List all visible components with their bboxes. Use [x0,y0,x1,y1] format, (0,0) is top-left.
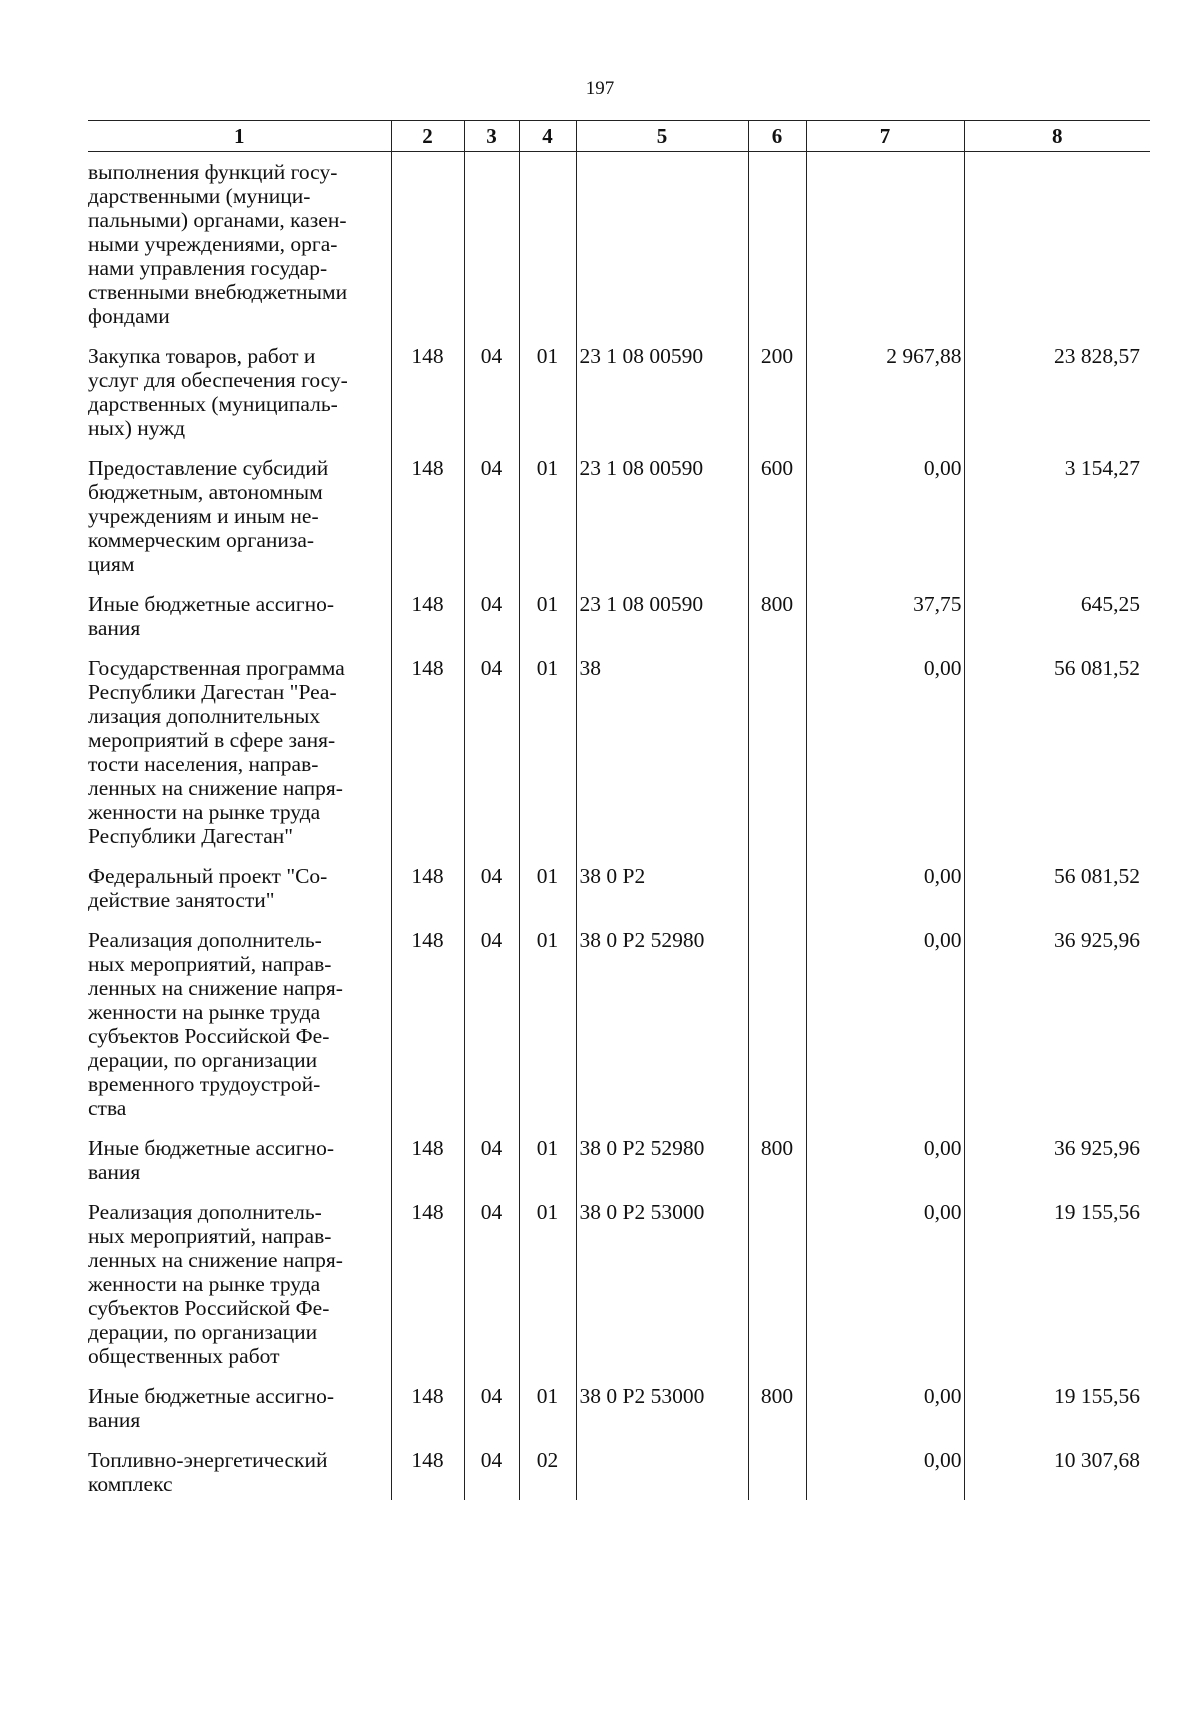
row-amount-col8: 3 154,27 [964,456,1150,592]
row-amount-col8: 36 925,96 [964,928,1150,1136]
row-expense-type [748,864,806,928]
table-row [88,1200,1150,1384]
column-header-6: 6 [748,121,806,152]
row-amount-col8: 56 081,52 [964,656,1150,864]
table-row [88,928,1150,1136]
row-name: Реализация дополнитель- ных мероприятий, направ- ленных на снижение напря- женности на рынке труда субъектов Российской Фе- дерации, по организации общественных работ [88,1200,343,1368]
row-subsection-code: 01 [519,344,576,456]
column-header-4: 4 [519,121,576,152]
row-name: Государственная программа Республики Дагестан "Реа- лизация дополнительных мероприятий в сфере заня- тости населения, направ- ленных на снижение напря- женности на рынке труда Республики Дагестан" [88,656,345,848]
row-section-code: 04 [464,1384,519,1448]
row-amount-col7: 0,00 [806,1136,964,1200]
page-number: 197 [585,78,615,99]
row-subsection-code: 01 [519,592,576,656]
row-amount-col7 [806,152,964,345]
row-ministry-code: 148 [391,656,464,864]
row-amount-col7: 0,00 [806,1448,964,1500]
row-target-article: 38 0 P2 [576,864,748,928]
row-expense-type [748,656,806,864]
row-amount-col8: 23 828,57 [964,344,1150,456]
row-name: выполнения функций госу- дарственными (муници- пальными) органами, казен- ными учреждениями, орга- нами управления государ- ственными внебюджетными фондами [88,160,348,328]
table-body [88,152,1150,1501]
row-amount-col8: 36 925,96 [964,1136,1150,1200]
column-header-5: 5 [576,121,748,152]
table-row [88,152,1150,345]
table-row [88,1384,1150,1448]
row-name: Предоставление субсидий бюджетным, автономным учреждениям и иным не- коммерческим организа- циям [88,456,329,576]
row-amount-col8: 10 307,68 [964,1448,1150,1500]
row-ministry-code: 148 [391,344,464,456]
row-section-code: 04 [464,1200,519,1384]
row-expense-type: 800 [748,1384,806,1448]
row-section-code: 04 [464,1136,519,1200]
table-header [88,121,1150,152]
row-target-article: 38 [576,656,748,864]
row-name: Закупка товаров, работ и услуг для обеспечения госу- дарственных (муниципаль- ных) нужд [88,344,348,440]
row-amount-col7: 37,75 [806,592,964,656]
row-name: Иные бюджетные ассигно- вания [88,1136,334,1184]
table-row [88,592,1150,656]
row-ministry-code: 148 [391,1200,464,1384]
table-row [88,1448,1150,1500]
row-amount-col7: 0,00 [806,1200,964,1384]
row-target-article: 23 1 08 00590 [576,592,748,656]
column-header-3: 3 [464,121,519,152]
row-section-code: 04 [464,344,519,456]
row-amount-col8: 19 155,56 [964,1200,1150,1384]
row-name: Федеральный проект "Со- действие занятости" [88,864,328,912]
budget-table-container [88,120,1150,1500]
row-target-article: 38 0 P2 52980 [576,928,748,1136]
row-ministry-code: 148 [391,864,464,928]
row-expense-type: 800 [748,1136,806,1200]
row-subsection-code: 01 [519,1384,576,1448]
row-name: Иные бюджетные ассигно- вания [88,1384,334,1432]
row-ministry-code: 148 [391,1136,464,1200]
table-row [88,864,1150,928]
row-target-article: 23 1 08 00590 [576,456,748,592]
row-section-code: 04 [464,1448,519,1500]
row-subsection-code: 01 [519,456,576,592]
row-expense-type: 200 [748,344,806,456]
row-subsection-code: 01 [519,864,576,928]
row-target-article: 38 0 P2 53000 [576,1384,748,1448]
row-target-article: 38 0 P2 52980 [576,1136,748,1200]
table-row [88,656,1150,864]
row-expense-type: 800 [748,592,806,656]
row-name: Реализация дополнитель- ных мероприятий, направ- ленных на снижение напря- женности на рынке труда субъектов Российской Фе- дерации, по организации временного трудоустрой- ства [88,928,343,1120]
row-subsection-code: 01 [519,656,576,864]
row-amount-col8 [964,152,1150,345]
row-expense-type [748,928,806,1136]
header-row [88,121,1150,152]
row-subsection-code: 01 [519,928,576,1136]
row-name: Иные бюджетные ассигно- вания [88,592,334,640]
row-target-article [576,1448,748,1500]
row-amount-col7: 0,00 [806,864,964,928]
row-amount-col7: 2 967,88 [806,344,964,456]
row-section-code [464,152,519,345]
row-expense-type [748,1200,806,1384]
row-amount-col8: 19 155,56 [964,1384,1150,1448]
row-section-code: 04 [464,864,519,928]
row-target-article: 38 0 P2 53000 [576,1200,748,1384]
row-expense-type: 600 [748,456,806,592]
row-amount-col7: 0,00 [806,928,964,1136]
row-expense-type [748,152,806,345]
row-subsection-code: 02 [519,1448,576,1500]
table-row [88,1136,1150,1200]
table-row [88,344,1150,456]
row-name: Топливно-энергетический комплекс [88,1448,328,1496]
row-amount-col7: 0,00 [806,1384,964,1448]
row-target-article [576,152,748,345]
row-amount-col7: 0,00 [806,656,964,864]
column-header-8: 8 [964,121,1150,152]
row-subsection-code: 01 [519,1136,576,1200]
row-target-article: 23 1 08 00590 [576,344,748,456]
row-expense-type [748,1448,806,1500]
row-section-code: 04 [464,592,519,656]
row-amount-col8: 56 081,52 [964,864,1150,928]
row-ministry-code: 148 [391,592,464,656]
column-header-1: 1 [88,121,391,152]
column-header-7: 7 [806,121,964,152]
row-subsection-code [519,152,576,345]
row-ministry-code: 148 [391,1384,464,1448]
budget-table [88,120,1150,1500]
row-subsection-code: 01 [519,1200,576,1384]
row-ministry-code: 148 [391,456,464,592]
row-ministry-code [391,152,464,345]
column-header-2: 2 [391,121,464,152]
table-row [88,456,1150,592]
row-ministry-code: 148 [391,928,464,1136]
row-amount-col8: 645,25 [964,592,1150,656]
row-section-code: 04 [464,928,519,1136]
row-section-code: 04 [464,456,519,592]
row-ministry-code: 148 [391,1448,464,1500]
row-section-code: 04 [464,656,519,864]
row-amount-col7: 0,00 [806,456,964,592]
